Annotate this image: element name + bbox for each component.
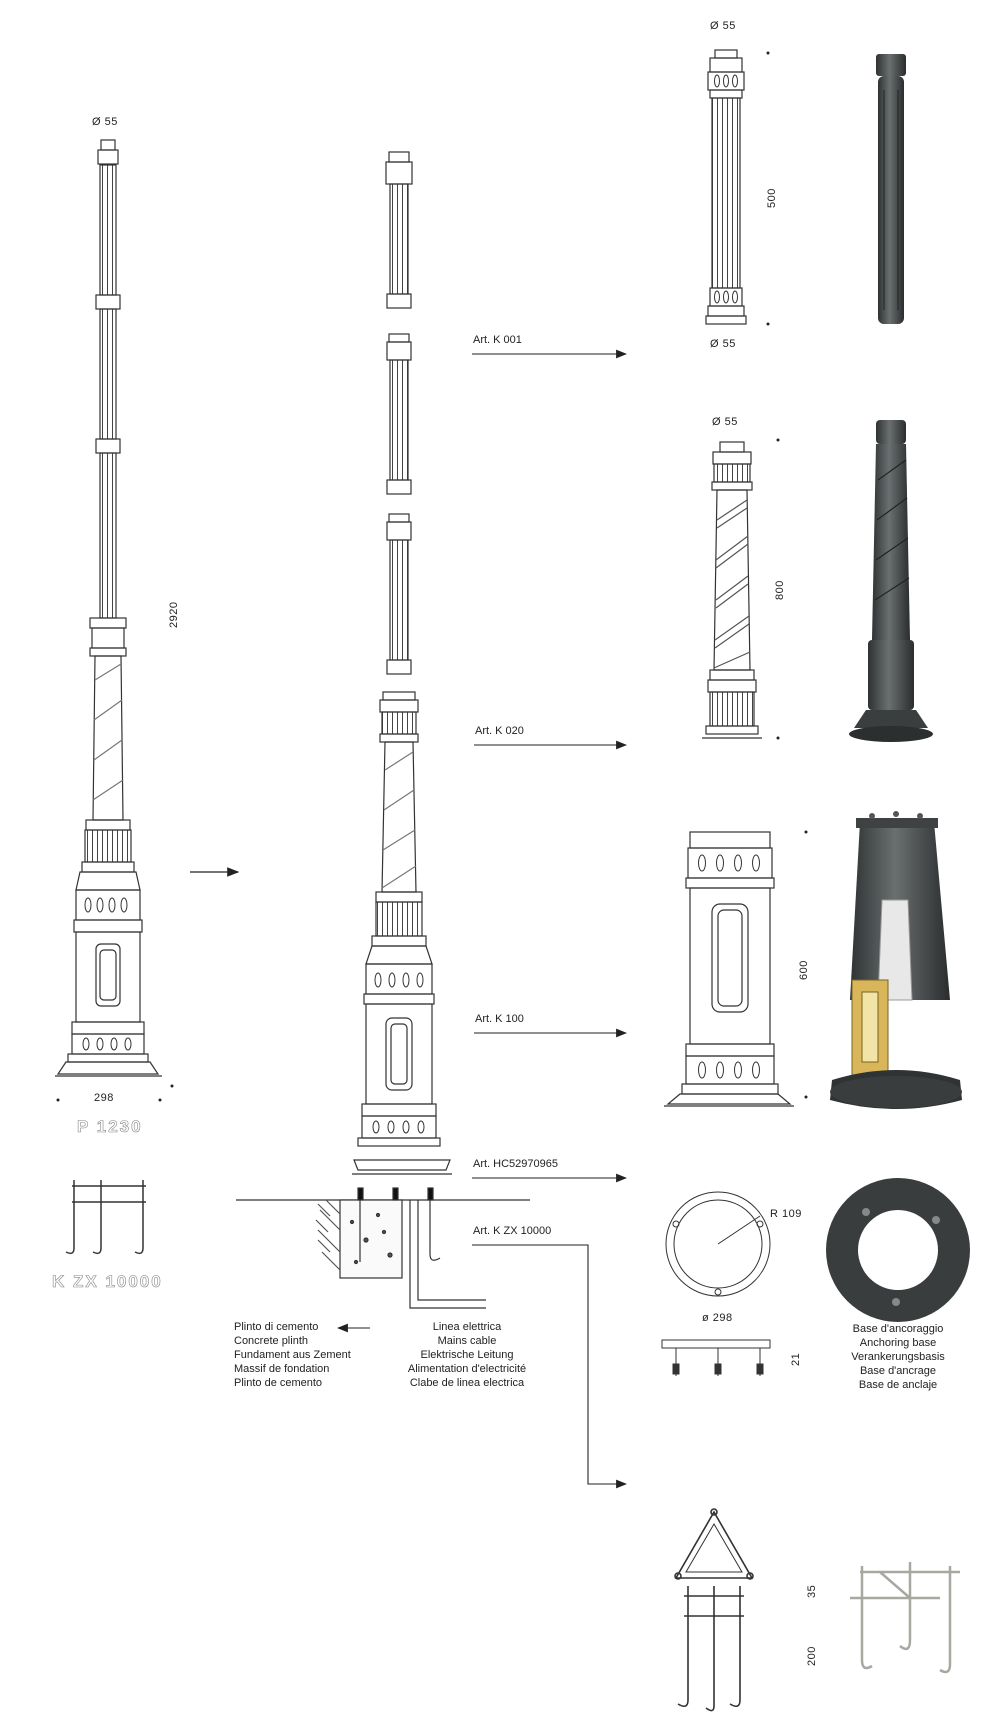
cable-legend-line: Alimentation d'electricité — [407, 1363, 527, 1375]
base-plate-diameter: ø 298 — [702, 1312, 733, 1324]
anchor-top-dim: 35 — [806, 1584, 818, 1598]
overall-height: 2920 — [168, 601, 180, 628]
overall-base-width: 298 — [94, 1092, 114, 1104]
anchor-cage-photo — [850, 1562, 960, 1672]
k001-photo — [876, 54, 906, 324]
base-legend-line: Base d'ancrage — [859, 1365, 937, 1377]
anchor-cage-drawing — [675, 1509, 753, 1711]
k020-top-diameter: Ø 55 — [712, 416, 738, 428]
anchor-small-drawing — [66, 1180, 146, 1253]
cable-legend — [398, 1320, 536, 1390]
k001-top-diameter: Ø 55 — [710, 20, 736, 32]
base-plate-drawing — [662, 1192, 770, 1376]
plinth-legend — [234, 1320, 351, 1390]
article-label-k020: Art. K 020 — [475, 725, 524, 737]
plinth-legend-line: Plinto di cemento — [234, 1321, 319, 1333]
dimension-dots — [57, 52, 808, 1102]
cable-legend-line: Mains cable — [437, 1335, 497, 1347]
base-plate-photo — [826, 1178, 970, 1322]
base-legend-line: Base de anclaje — [858, 1379, 938, 1391]
base-plate-thickness: 21 — [790, 1352, 802, 1366]
k001-length: 500 — [766, 188, 778, 208]
k001-drawing — [706, 50, 746, 324]
base-legend-line: Verankerungsbasis — [851, 1351, 945, 1363]
anchor-length: 200 — [806, 1646, 818, 1666]
base-legend — [836, 1322, 960, 1392]
cable-legend-line: Clabe de linea electrica — [409, 1377, 525, 1389]
k001-bottom-diameter: Ø 55 — [710, 338, 736, 350]
base-plate-radius: R 109 — [770, 1208, 802, 1220]
k100-photo — [830, 811, 962, 1109]
article-label-anchor: Art. K ZX 10000 — [473, 1225, 552, 1237]
k020-photo — [849, 420, 933, 742]
ground-and-plinth — [236, 1188, 530, 1308]
plinth-legend-line: Massif de fondation — [234, 1363, 330, 1375]
k100-drawing — [664, 832, 794, 1106]
exploded-pole-drawing — [352, 152, 452, 1174]
exploded-pole-ovals — [373, 973, 424, 1133]
cable-legend-line: Linea elettrica — [432, 1321, 502, 1333]
article-label-k001: Art. K 001 — [473, 334, 522, 346]
article-label-base-plate: Art. HC52970965 — [473, 1158, 558, 1170]
k020-drawing — [702, 442, 762, 738]
base-legend-line: Anchoring base — [859, 1337, 937, 1349]
k100-height: 600 — [798, 960, 810, 980]
plinth-legend-line: Fundament aus Zement — [234, 1349, 351, 1361]
base-legend-line: Base d'ancoraggio — [852, 1323, 944, 1335]
full-pole-drawing — [55, 140, 162, 1076]
overall-top-diameter: Ø 55 — [92, 116, 118, 128]
model-code: P 1230 — [77, 1117, 143, 1136]
full-pole-ovals — [83, 898, 131, 1050]
anchor-code: K ZX 10000 — [52, 1272, 163, 1291]
plinth-legend-line: Concrete plinth — [234, 1335, 308, 1347]
cable-legend-line: Elektrische Leitung — [420, 1349, 514, 1361]
plinth-legend-line: Plinto de cemento — [234, 1377, 323, 1389]
article-label-k100: Art. K 100 — [475, 1013, 524, 1025]
k020-length: 800 — [774, 580, 786, 600]
